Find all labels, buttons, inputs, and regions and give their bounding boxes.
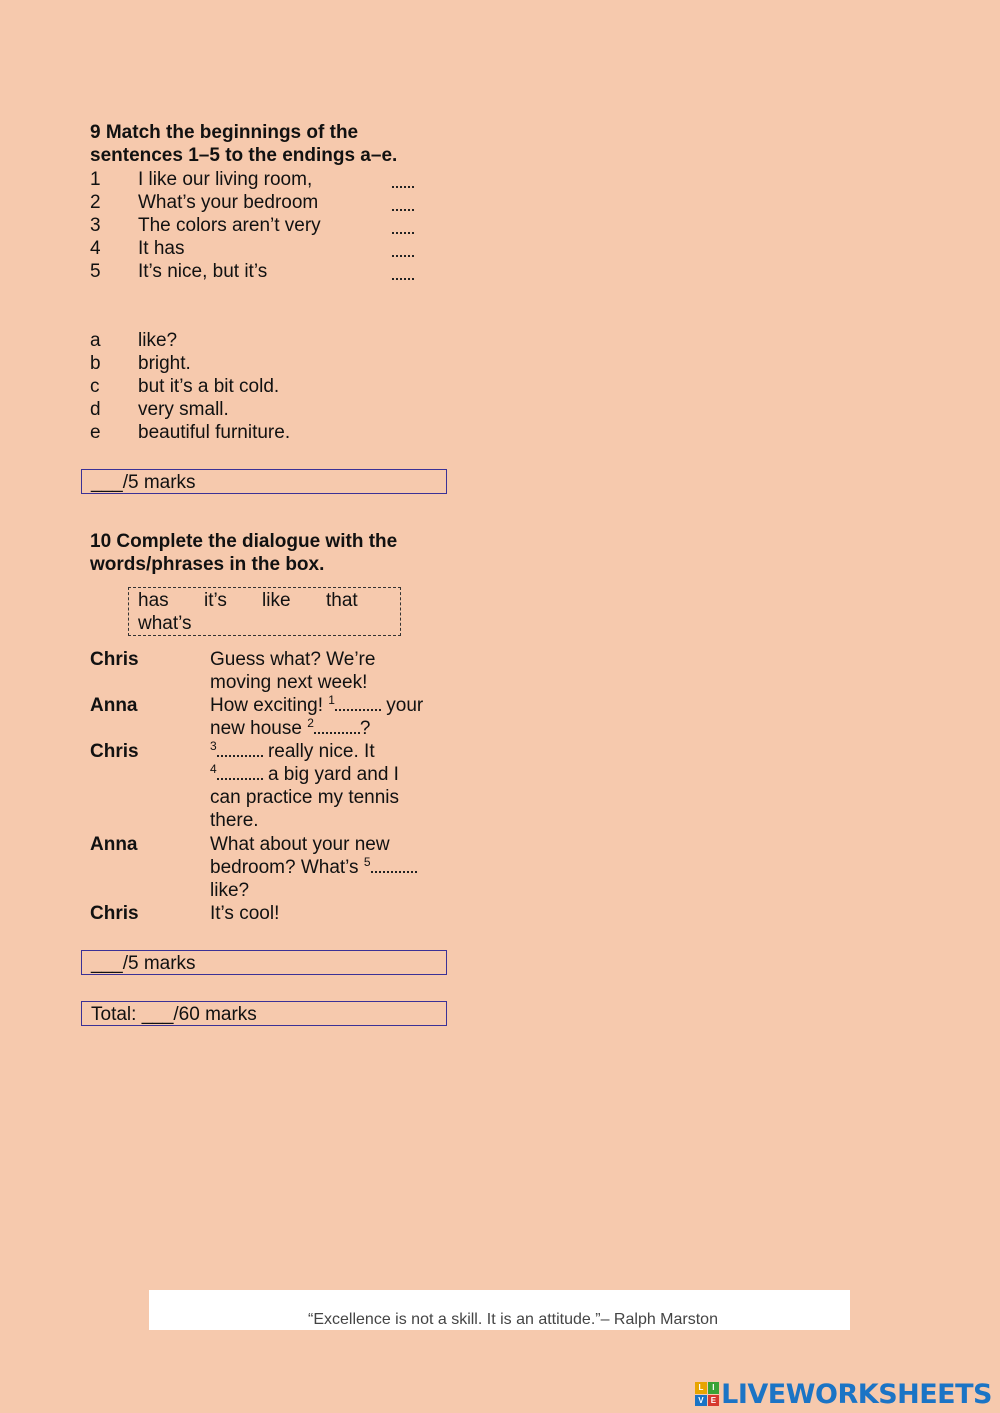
dialogue-line: can practice my tennis — [210, 787, 400, 808]
quote-text: “Excellence is not a skill. It is an attitude.”– Ralph Marston — [308, 1311, 718, 1328]
dialogue-line: $^4$ a big yard and I — [210, 762, 399, 785]
speaker-name: Chris — [90, 649, 139, 670]
liveworksheets-logo-icon: L I V E — [695, 1382, 719, 1406]
gap-number: 2 — [307, 716, 314, 730]
speaker-name: Chris — [90, 741, 139, 762]
word-box-word: what’s — [138, 613, 192, 634]
gap-number: 1 — [328, 693, 335, 707]
dialogue-line: How exciting! $^1$ your — [210, 693, 424, 716]
speaker-name: Anna — [90, 834, 138, 855]
dialogue-line: like? — [210, 880, 250, 901]
gap-blank-2[interactable] — [314, 718, 360, 734]
dialogue-line: moving next week! — [210, 672, 368, 693]
answer-blank[interactable] — [392, 218, 414, 234]
dialogue-line: bedroom? What’s $^5$ — [210, 856, 417, 879]
brand-name: LIVEWORKSHEETS — [721, 1378, 992, 1410]
exercise-10-heading: 10 Complete the dialogue with the words/phrases in the box. — [90, 531, 398, 575]
answer-blank[interactable] — [392, 241, 414, 257]
gap-number: 4 — [210, 762, 217, 776]
word-box-word: that — [326, 590, 358, 611]
gap-blank-5[interactable] — [371, 857, 417, 873]
dialogue-line: $^3$ really nice. It — [210, 739, 375, 762]
word-box-word: has — [138, 590, 169, 611]
dialogue-line: there. — [210, 810, 259, 831]
word-box-word: like — [262, 590, 291, 611]
answer-blank[interactable] — [392, 195, 414, 211]
exercise-10-marks-box: ___/5 marks — [81, 950, 447, 975]
exercise-9-heading: 9 Match the beginnings of the sentences 1–5 to the endings a–e. — [90, 122, 398, 166]
total-marks-box: Total: ___/60 marks — [81, 1001, 447, 1026]
answer-blank[interactable] — [392, 264, 414, 280]
dialogue-line: It’s cool! — [210, 903, 280, 924]
gap-number: 3 — [210, 739, 217, 753]
liveworksheets-brand — [695, 1378, 992, 1410]
exercise-9-marks-box: ___/5 marks — [81, 469, 447, 494]
gap-blank-4[interactable] — [217, 764, 263, 780]
gap-blank-3[interactable] — [217, 741, 263, 757]
gap-number: 5 — [363, 855, 371, 869]
dialogue-line: Guess what? We’re — [210, 649, 376, 670]
speaker-name: Anna — [90, 695, 138, 716]
gap-blank-1[interactable] — [335, 695, 381, 711]
dialogue-line: new house $^2$ ? — [210, 716, 371, 739]
quote-bar — [149, 1290, 850, 1330]
answer-blank[interactable] — [392, 172, 414, 188]
dialogue-line: What about your new — [210, 834, 390, 855]
word-box-word: it’s — [204, 590, 227, 611]
word-box — [128, 587, 401, 636]
speaker-name: Chris — [90, 903, 139, 924]
